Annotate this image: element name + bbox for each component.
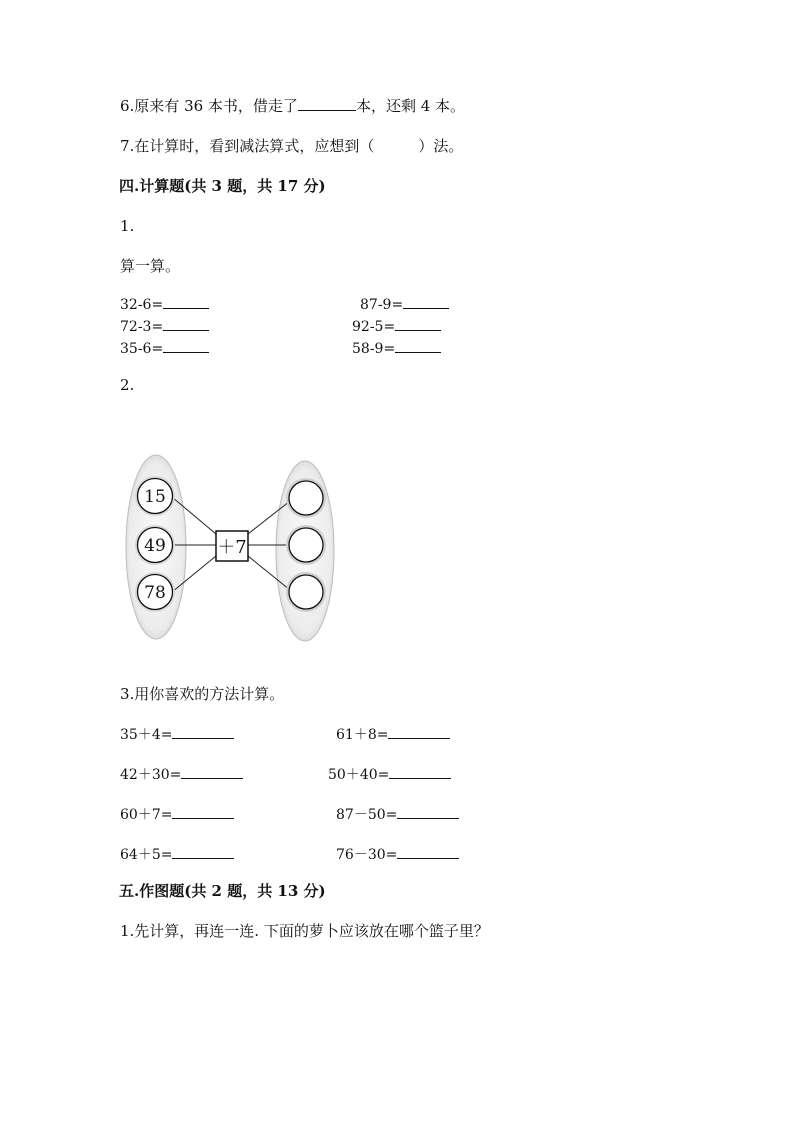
equation-text: 87－50= [336, 807, 398, 823]
section-4-title: 四.计算题(共 3 题，共 17 分) [119, 177, 326, 195]
equation-text: 35-6= [120, 341, 164, 357]
question-7-text: 7.在计算时，看到减法算式，应想到（ [120, 137, 375, 155]
equation-row [336, 806, 459, 823]
answer-blank[interactable] [163, 296, 209, 309]
answer-circle[interactable] [289, 528, 323, 562]
calc-2-number: 2. [120, 376, 135, 394]
equation-text: 60＋7= [120, 807, 173, 823]
equation-text: 50＋40= [328, 767, 390, 783]
equation-text: 87-9= [360, 297, 404, 313]
question-6-text: 6.原来有 36 本书，借走了 [120, 97, 298, 115]
answer-circle[interactable] [289, 481, 323, 515]
input-number: 78 [144, 583, 166, 603]
equation-text: 61＋8= [336, 727, 389, 743]
equation-row [120, 726, 234, 743]
answer-circle[interactable] [289, 575, 323, 609]
equation-row [120, 806, 234, 823]
draw-1-prompt: 1.先计算，再连一连. 下面的萝卜应该放在哪个篮子里？ [120, 922, 489, 940]
equation-row [352, 340, 441, 357]
equation-text: 58-9= [352, 341, 396, 357]
equation-text: 64＋5= [120, 847, 173, 863]
answer-blank[interactable] [395, 340, 441, 353]
equation-text: 32-6= [120, 297, 164, 313]
equation-row [336, 846, 459, 863]
answer-blank[interactable] [397, 806, 459, 819]
calc-3-prompt: 3.用你喜欢的方法计算。 [120, 685, 285, 703]
equation-row [120, 846, 234, 863]
equation-text: 35＋4= [120, 727, 173, 743]
answer-blank[interactable] [163, 318, 209, 331]
answer-blank[interactable] [163, 340, 209, 353]
question-6 [120, 97, 465, 115]
section-5-title: 五.作图题(共 2 题，共 13 分) [119, 882, 326, 900]
input-number: 15 [144, 487, 166, 507]
input-number: 49 [144, 536, 166, 556]
calc-1-number: 1. [120, 217, 135, 235]
answer-blank[interactable] [403, 296, 449, 309]
answer-blank[interactable] [389, 766, 451, 779]
question-7-suffix: ）法。 [418, 137, 464, 155]
equation-row [120, 340, 209, 357]
question-6-suffix: 本，还剩 4 本。 [355, 97, 466, 115]
equation-row [120, 318, 209, 335]
output-circles [286, 478, 326, 612]
answer-blank[interactable] [395, 318, 441, 331]
equation-row [352, 318, 441, 335]
equation-text: 76－30= [336, 847, 398, 863]
answer-blank[interactable] [298, 98, 356, 111]
equation-text: 72-3= [120, 319, 164, 335]
equation-row [360, 296, 449, 313]
answer-blank[interactable] [397, 846, 459, 859]
answer-blank[interactable] [172, 806, 234, 819]
equation-row [120, 296, 209, 313]
answer-blank[interactable] [181, 766, 243, 779]
equation-text: 92-5= [352, 319, 396, 335]
addition-diagram [120, 452, 340, 648]
equation-row [336, 726, 450, 743]
calc-1-prompt: 算一算。 [120, 257, 181, 275]
equation-row [328, 766, 451, 783]
equation-text: 42＋30= [120, 767, 182, 783]
answer-blank[interactable] [172, 846, 234, 859]
operator-label: ＋7 [217, 537, 247, 558]
answer-blank[interactable] [388, 726, 450, 739]
equation-row [120, 766, 243, 783]
question-7 [120, 137, 463, 155]
answer-blank[interactable] [172, 726, 234, 739]
